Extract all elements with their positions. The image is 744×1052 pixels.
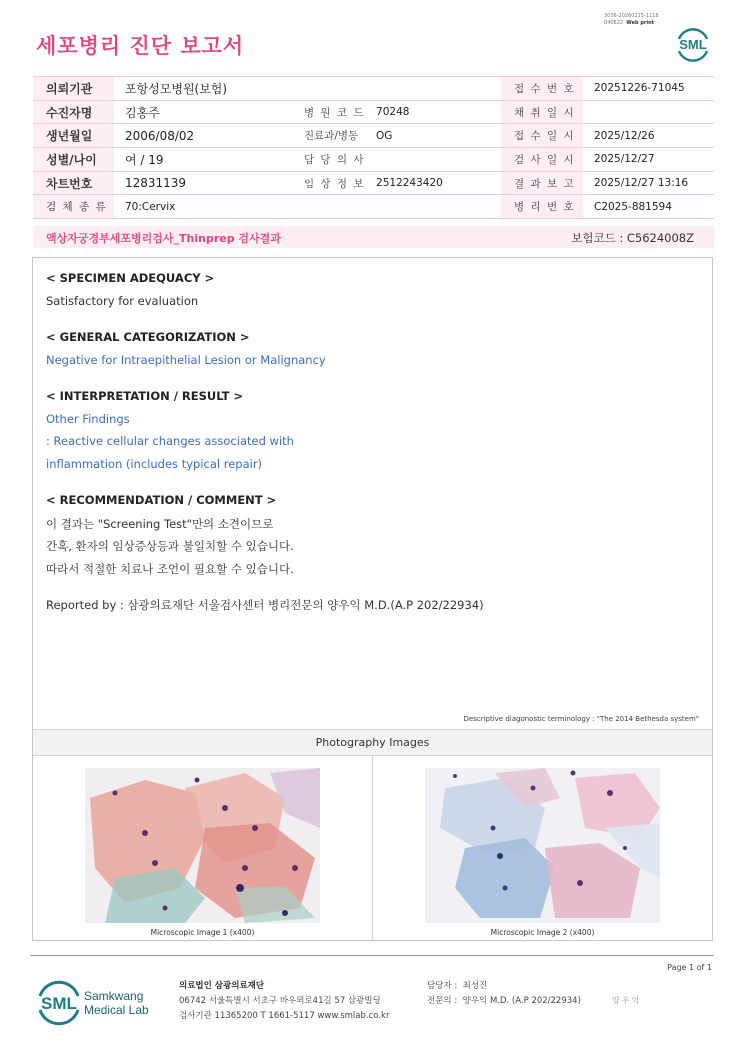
table-row bbox=[33, 77, 714, 101]
table-row bbox=[33, 100, 714, 124]
receipt-date-label: 접 수 일 시 bbox=[501, 124, 583, 148]
recommendation-line: 따라서 적절한 치료나 조언이 필요할 수 있습니다. bbox=[46, 562, 294, 576]
recommendation-line: 간혹, 환자의 임상증상등과 불일치할 수 있습니다. bbox=[46, 539, 294, 553]
exam-bar bbox=[33, 226, 714, 248]
specimen-value: 70:Cervix bbox=[114, 195, 501, 219]
footer-logo-name2: Medical Lab bbox=[84, 1003, 149, 1017]
microscopic-image-1 bbox=[85, 768, 320, 923]
doctor-value bbox=[365, 148, 501, 172]
reported-by: Reported by : 삼광의료재단 서울검사센터 병리전문의 양우익 M.D.(A.P 202/22934) bbox=[46, 598, 484, 612]
sex-age-value: 여 / 19 bbox=[114, 148, 284, 172]
print-code-line1: 3036-20260115-1118 bbox=[604, 13, 659, 19]
table-row bbox=[33, 148, 714, 172]
report-box bbox=[32, 257, 713, 941]
patient-label: 수진자명 bbox=[33, 100, 114, 124]
samkwang-logo bbox=[37, 978, 157, 1032]
photo-divider bbox=[372, 755, 373, 940]
pathology-no-value: C2025-881594 bbox=[583, 195, 714, 219]
sex-age-label: 성별/나이 bbox=[33, 148, 114, 172]
specimen-label: 검 체 종 류 bbox=[33, 195, 114, 219]
category-heading: < GENERAL CATEGORIZATION > bbox=[46, 330, 250, 344]
report-date-value: 2025/12/27 13:16 bbox=[583, 171, 714, 195]
report-date-label: 결 과 보 고 bbox=[501, 171, 583, 195]
chart-value: 12831139 bbox=[114, 171, 284, 195]
collect-date-value bbox=[583, 100, 714, 124]
specialist-value: 양우익 M.D. (A.P 202/22934) bbox=[462, 996, 581, 1006]
footer-address: 06742 서울특별시 서초구 바우뫼로41길 57 삼광빌딩 bbox=[179, 996, 381, 1006]
interpretation-line: inflammation (includes typical repair) bbox=[46, 457, 263, 471]
specialist-label: 전문의 : bbox=[427, 996, 458, 1006]
staff-value: 최성진 bbox=[462, 981, 488, 991]
requester-value: 포항성모병원(보험) bbox=[114, 77, 501, 101]
chart-label: 차트번호 bbox=[33, 171, 114, 195]
exam-date-value: 2025/12/27 bbox=[583, 148, 714, 172]
photo-header: Photography Images bbox=[33, 729, 712, 756]
sml-logo bbox=[672, 26, 714, 62]
clinical-label: 임 상 정 보 bbox=[284, 171, 365, 195]
staff-label: 담당자 : bbox=[427, 981, 458, 991]
microscopic-image-2 bbox=[425, 768, 660, 923]
table-row bbox=[33, 124, 714, 148]
footer-logo-text: SML bbox=[41, 994, 77, 1013]
print-code bbox=[604, 13, 659, 26]
dept-value: OG bbox=[365, 124, 501, 148]
signature: 양우익 bbox=[612, 996, 642, 1005]
interpretation-heading: < INTERPRETATION / RESULT > bbox=[46, 389, 244, 403]
doctor-label: 담 당 의 사 bbox=[284, 148, 365, 172]
patient-info-table bbox=[33, 76, 714, 219]
image-caption-1: Microscopic Image 1 (x400) bbox=[150, 928, 255, 937]
terminology-note: Descriptive diagonostic terminology : "The 2014 Bethesda system" bbox=[463, 715, 699, 723]
adequacy-heading: < SPECIMEN ADEQUACY > bbox=[46, 271, 215, 285]
category-text: Negative for Intraepithelial Lesion or Malignancy bbox=[46, 353, 326, 367]
birth-label: 생년월일 bbox=[33, 124, 114, 148]
print-code-line2: 040822 bbox=[604, 19, 624, 26]
footer-contact: 검사기관 11365200 T 1661-5117 www.smlab.co.kr bbox=[179, 1011, 390, 1021]
insurance-code: 보험코드 : C5624008Z bbox=[571, 231, 694, 245]
table-row bbox=[33, 171, 714, 195]
recommendation-line: 이 결과는 "Screening Test"만의 소견이므로 bbox=[46, 517, 274, 531]
requester-label: 의뢰기관 bbox=[33, 77, 114, 101]
footer-logo-name1: Samkwang bbox=[84, 989, 144, 1003]
footer-org-info bbox=[179, 979, 389, 1024]
patient-value: 김홍주 bbox=[114, 100, 284, 124]
receipt-date-value: 2025/12/26 bbox=[583, 124, 714, 148]
recommendation-heading: < RECOMMENDATION / COMMENT > bbox=[46, 493, 277, 507]
hospital-code-label: 병 원 코 드 bbox=[284, 100, 365, 124]
footer-org: 의료법인 삼광의료재단 bbox=[179, 981, 265, 991]
clinical-value: 2512243420 bbox=[365, 171, 501, 195]
table-row bbox=[33, 195, 714, 219]
pathology-no-label: 병 리 번 호 bbox=[501, 195, 583, 219]
page-title: 세포병리 진단 보고서 bbox=[36, 34, 245, 58]
interpretation-line: : Reactive cellular changes associated with bbox=[46, 434, 294, 448]
receipt-no-label: 접 수 번 호 bbox=[501, 77, 583, 101]
exam-name: 액상자궁경부세포병리검사_Thinprep 검사결과 bbox=[46, 232, 281, 245]
birth-value: 2006/08/02 bbox=[114, 124, 284, 148]
exam-date-label: 검 사 일 시 bbox=[501, 148, 583, 172]
dept-label: 진료과/병동 bbox=[284, 124, 365, 148]
receipt-no-value: 20251226-71045 bbox=[583, 77, 714, 101]
footer-staff-info bbox=[427, 979, 581, 1009]
page-number: Page 1 of 1 bbox=[667, 963, 712, 972]
collect-date-label: 채 취 일 시 bbox=[501, 100, 583, 124]
logo-text: SML bbox=[679, 37, 707, 52]
hospital-code-value: 70248 bbox=[365, 100, 501, 124]
interpretation-line: Other Findings bbox=[46, 412, 130, 426]
adequacy-text: Satisfactory for evaluation bbox=[46, 294, 199, 308]
footer-divider bbox=[30, 955, 714, 956]
print-label: Web print bbox=[626, 19, 655, 26]
image-caption-2: Microscopic Image 2 (x400) bbox=[490, 928, 595, 937]
